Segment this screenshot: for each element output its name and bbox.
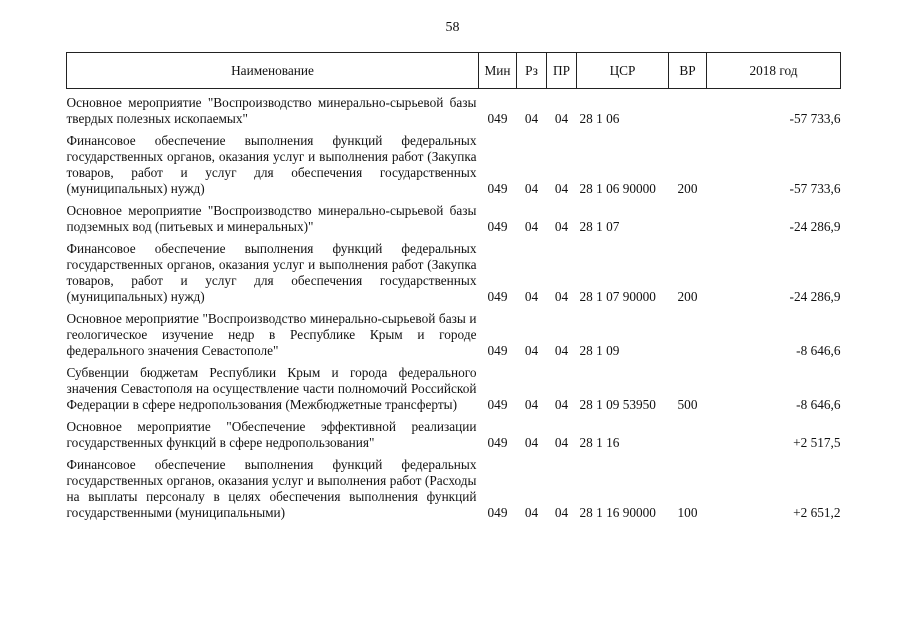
- row-amount: -8 646,6: [796, 343, 841, 358]
- row-csr: 28 1 06 90000: [579, 181, 656, 196]
- row-rz: 04: [524, 505, 539, 520]
- row-vr: [669, 305, 707, 359]
- header-name: Наименование: [67, 53, 479, 89]
- row-rz: 04: [524, 111, 539, 126]
- row-vr: [669, 197, 707, 235]
- header-rz: Рз: [517, 53, 547, 89]
- row-min: 049: [487, 435, 508, 450]
- row-name: Финансовое обеспечение выполнения функций федеральных государственных органов, оказания услуг и выполнения работ (Закупка товаров, работ и услуг для обеспечения государственных (муниципальных) нужд): [66, 241, 477, 304]
- header-min: Мин: [479, 53, 517, 89]
- row-pr: 04: [554, 111, 569, 126]
- table-row: [67, 413, 841, 451]
- table-header-row: [67, 53, 841, 89]
- row-min: 049: [487, 289, 508, 304]
- row-amount: -57 733,6: [789, 111, 841, 126]
- row-rz: 04: [524, 343, 539, 358]
- table-row: [67, 359, 841, 413]
- row-name: Основное мероприятие "Воспроизводство минерально-сырьевой базы подземных вод (питьевых и минеральных)": [66, 203, 477, 234]
- row-vr: [669, 413, 707, 451]
- row-min: 049: [487, 397, 508, 412]
- header-pr: ПР: [547, 53, 577, 89]
- row-pr: 04: [554, 289, 569, 304]
- row-vr: 200: [677, 289, 698, 304]
- row-name: Субвенции бюджетам Республики Крым и города федерального значения Севастополя на осуществление части полномочий Российской Федерации в сфере недропользования (Межбюджетные трансферты): [66, 365, 477, 412]
- row-min: 049: [487, 181, 508, 196]
- row-pr: 04: [554, 435, 569, 450]
- row-amount: -8 646,6: [796, 397, 841, 412]
- row-amount: -24 286,9: [789, 219, 841, 234]
- row-amount: -57 733,6: [789, 181, 841, 196]
- row-vr: 500: [677, 397, 698, 412]
- row-vr: [669, 89, 707, 128]
- header-csr: ЦСР: [577, 53, 669, 89]
- row-pr: 04: [554, 181, 569, 196]
- row-csr: 28 1 16 90000: [579, 505, 656, 520]
- row-rz: 04: [524, 289, 539, 304]
- row-pr: 04: [554, 505, 569, 520]
- row-amount: -24 286,9: [789, 289, 841, 304]
- table-body: [67, 89, 841, 522]
- row-name: Финансовое обеспечение выполнения функций федеральных государственных органов, оказания услуг и выполнения работ (Закупка товаров, работ и услуг для обеспечения государственных (муниципальных) нужд): [66, 133, 477, 196]
- row-name: Основное мероприятие "Обеспечение эффективной реализации государственных функций в сфере недропользования": [66, 419, 477, 450]
- row-csr: 28 1 07 90000: [579, 289, 656, 304]
- table-row: [67, 305, 841, 359]
- page-number: 58: [445, 20, 460, 35]
- row-min: 049: [487, 343, 508, 358]
- row-amount: +2 517,5: [793, 435, 841, 450]
- row-name: Основное мероприятие "Воспроизводство минерально-сырьевой базы твердых полезных ископаемых": [66, 95, 477, 126]
- row-csr: 28 1 06: [579, 111, 620, 126]
- table-row: [67, 89, 841, 128]
- row-rz: 04: [524, 181, 539, 196]
- header-year: 2018 год: [707, 53, 841, 89]
- row-vr: 100: [677, 505, 698, 520]
- row-csr: 28 1 16: [579, 435, 620, 450]
- table-row: [67, 197, 841, 235]
- table-row: [67, 451, 841, 521]
- row-name: Основное мероприятие "Воспроизводство минерально-сырьевой базы и геологическое изучение недр в Республике Крым и городе федерального значения Севастополе": [66, 311, 477, 358]
- budget-table: [66, 52, 841, 521]
- row-pr: 04: [554, 343, 569, 358]
- row-name: Финансовое обеспечение выполнения функций федеральных государственных органов, оказания услуг и выполнения работ (Расходы на выплаты персоналу в целях обеспечения выполнения функций государственными (муниципальными): [66, 457, 477, 520]
- row-rz: 04: [524, 397, 539, 412]
- row-rz: 04: [524, 219, 539, 234]
- row-csr: 28 1 09: [579, 343, 620, 358]
- header-vr: ВР: [669, 53, 707, 89]
- row-csr: 28 1 07: [579, 219, 620, 234]
- row-min: 049: [487, 219, 508, 234]
- row-vr: 200: [677, 181, 698, 196]
- row-min: 049: [487, 111, 508, 126]
- row-min: 049: [487, 505, 508, 520]
- row-rz: 04: [524, 435, 539, 450]
- row-amount: +2 651,2: [793, 505, 841, 520]
- row-pr: 04: [554, 219, 569, 234]
- row-csr: 28 1 09 53950: [579, 397, 656, 412]
- table-row: [67, 235, 841, 305]
- row-pr: 04: [554, 397, 569, 412]
- table-row: [67, 127, 841, 197]
